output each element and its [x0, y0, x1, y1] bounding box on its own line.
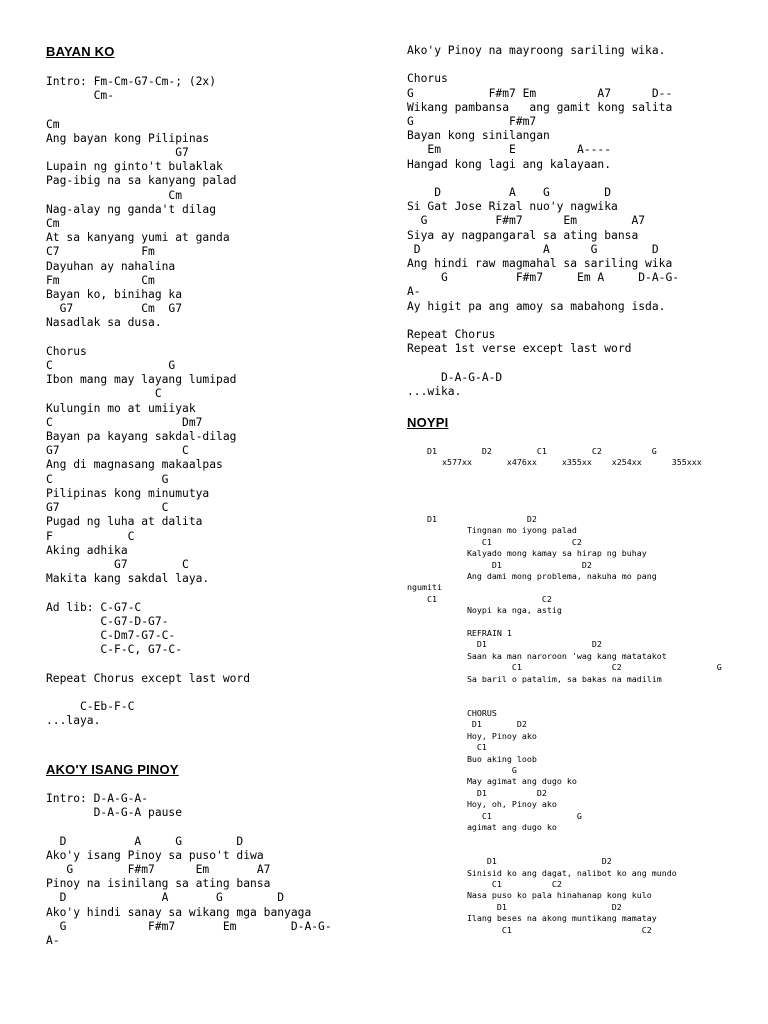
- song-title-bayan-ko: BAYAN KO: [46, 44, 115, 59]
- song-title-akoy-isang-pinoy: AKO'Y ISANG PINOY: [46, 762, 179, 777]
- lyrics-akoy-isang-pinoy-continued: Ako'y Pinoy na mayroong sariling wika. Chorus G F#m7 Em A7 D-- Wikang pambansa ang gamit kong salita G F#m7 Bayan kong sinilangan Em E A---- Hangad kong lagi ang kalayaan. D A G D Si Gat Jose Rizal nuo'y nagwika G F#m7 Em A7 Siya ay nagpangaral sa ating bansa D A G D Ang hindi raw magmahal sa sariling wika G F#m7 Em A D-A-G- A- Ay higit pa ang amoy sa mabahong isda. Repeat Chorus Repeat 1st verse except last word D-A-G-A-D ...wika.: [407, 44, 680, 398]
- lyrics-akoy-isang-pinoy: Intro: D-A-G-A- D-A-G-A pause D A G D Ako'y isang Pinoy sa puso't diwa G F#m7 Em A7 Pinoy na isinilang sa ating bansa D A G D Ako'y hindi sanay sa wikang mga banyaga G F#m7 Em D-A-G- A-: [46, 792, 332, 948]
- song-title-noypi: NOYPI: [407, 415, 449, 430]
- lyrics-noypi: D1 D2 Tingnan mo iyong palad C1 C2 Kalyado mong kamay sa hirap ng buhay D1 D2 Ang dami mong problema, nakuha mo pang ngumiti C1 C2 Noypi ka nga, astig REFRAIN 1 D1 D2 Saan ka man naroroon 'wag kang matatakot C1 C2 G Sa baril o patalim, sa bakas na madilim CHORUS D1 D2 Hoy, Pinoy ako C1 Buo aking loob G May agimat ang dugo ko D1 D2 Hoy, oh, Pinoy ako C1 G agimat ang dugo ko D1 D2 Sinisid ko ang dagat, nalibot ko ang mundo C1 C2 Nasa puso ko pala hinahanap kong kulo D1 D2 Ilang beses na akong muntikang mamatay C1 C2: [407, 514, 722, 935]
- chord-diagram-row: D1 D2 C1 C2 G x577xx x476xx x355xx x254xx 355xxx: [426, 446, 702, 468]
- lyrics-bayan-ko: Intro: Fm-Cm-G7-Cm-; (2x) Cm- Cm Ang bayan kong Pilipinas G7 Lupain ng ginto't bulaklak Pag-ibig na sa kanyang palad Cm Nag-alay ng ganda't dilag Cm At sa kanyang yumi at ganda C7 Fm Dayuhan ay nahalina Fm Cm Bayan ko, binihag ka G7 Cm G7 Nasadlak sa dusa. Chorus C G Ibon mang may layang lumipad C Kulungin mo at umiiyak C Dm7 Bayan pa kayang sakdal-dilag G7 C Ang di magnasang makaalpas C G Pilipinas kong minumutya G7 C Pugad ng luha at dalita F C Aking adhika G7 C Makita kang sakdal laya. Ad lib: C-G7-C C-G7-D-G7- C-Dm7-G7-C- C-F-C, G7-C- Repeat Chorus except last word C-Eb-F-C ...laya.: [46, 75, 251, 728]
